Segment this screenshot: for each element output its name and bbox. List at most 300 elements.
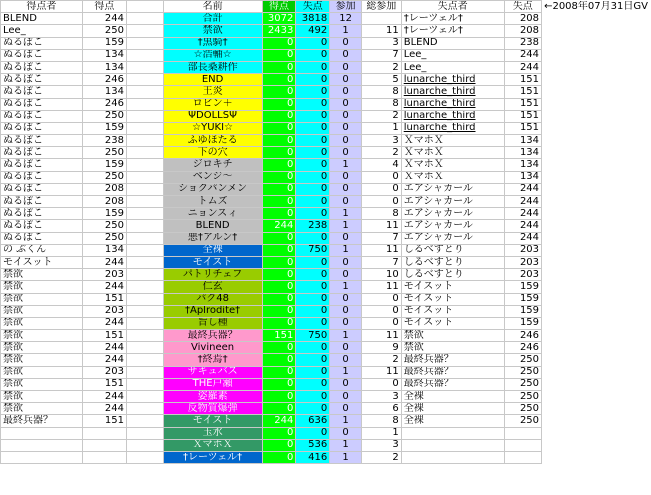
joined-cell[interactable]: 0 xyxy=(330,293,362,305)
scorer-points-cell[interactable]: 151 xyxy=(82,415,126,427)
scorer-cell[interactable]: ぬるぽこ xyxy=(1,49,83,61)
conceded-points-cell[interactable]: 244 xyxy=(504,49,541,61)
name-cell[interactable]: サキュバス xyxy=(163,366,262,378)
conceder-cell[interactable]: しるべすとり xyxy=(401,244,504,256)
name-cell[interactable]: 最終兵器？ xyxy=(163,330,262,342)
conceded-cell[interactable]: 0 xyxy=(296,147,330,159)
scorer-points-cell[interactable]: 244 xyxy=(82,391,126,403)
name-cell[interactable]: モイスト xyxy=(163,256,262,268)
scorer-points-cell[interactable]: 203 xyxy=(82,305,126,317)
conceder-cell[interactable] xyxy=(401,427,504,439)
conceded-cell[interactable]: 0 xyxy=(296,86,330,98)
name-cell[interactable]: ☆YUKI☆ xyxy=(163,122,262,134)
header-scored[interactable]: 得点 xyxy=(262,1,296,13)
total-joined-cell[interactable]: 0 xyxy=(361,305,401,317)
scorer-cell[interactable]: ぬるぽこ xyxy=(1,232,83,244)
joined-cell[interactable]: 0 xyxy=(330,403,362,415)
scorer-cell[interactable]: ぬるぽこ xyxy=(1,208,83,220)
conceder-cell[interactable]: 全裸 xyxy=(401,391,504,403)
scorer-points-cell[interactable]: 246 xyxy=(82,98,126,110)
scorer-points-cell[interactable]: 244 xyxy=(82,342,126,354)
header-joined[interactable]: 参加 xyxy=(330,1,362,13)
joined-cell[interactable]: 0 xyxy=(330,122,362,134)
total-joined-cell[interactable]: 11 xyxy=(361,25,401,37)
name-cell[interactable]: パトリチェフ xyxy=(163,269,262,281)
joined-cell[interactable]: 0 xyxy=(330,269,362,281)
name-cell[interactable]: 反物質爆弾 xyxy=(163,403,262,415)
scorer-cell[interactable]: 禁欲 xyxy=(1,342,83,354)
conceded-points-cell[interactable] xyxy=(504,451,541,463)
conceder-cell[interactable]: lunarche_third xyxy=(401,122,504,134)
scored-cell[interactable]: 0 xyxy=(262,98,296,110)
scored-cell[interactable]: 0 xyxy=(262,403,296,415)
conceder-cell[interactable]: 全裸 xyxy=(401,403,504,415)
scorer-points-cell[interactable]: 250 xyxy=(82,110,126,122)
conceded-cell[interactable]: 0 xyxy=(296,171,330,183)
conceded-points-cell[interactable]: 238 xyxy=(504,37,541,49)
name-cell[interactable]: 王炎 xyxy=(163,86,262,98)
joined-cell[interactable]: 1 xyxy=(330,208,362,220)
conceded-cell[interactable]: 0 xyxy=(296,269,330,281)
total-joined-cell[interactable]: 6 xyxy=(361,403,401,415)
name-cell[interactable]: 仁玄 xyxy=(163,281,262,293)
total-joined-cell[interactable]: 2 xyxy=(361,147,401,159)
scorer-points-cell[interactable]: 203 xyxy=(82,269,126,281)
scorer-points-cell[interactable]: 151 xyxy=(82,330,126,342)
scorer-cell[interactable] xyxy=(1,439,83,451)
conceded-points-cell[interactable]: 151 xyxy=(504,122,541,134)
name-cell[interactable]: †レーツェル† xyxy=(163,451,262,463)
conceded-points-cell[interactable]: 151 xyxy=(504,110,541,122)
name-cell[interactable]: ベンジ～ xyxy=(163,171,262,183)
scorer-cell[interactable]: 禁欲 xyxy=(1,391,83,403)
joined-cell[interactable]: 0 xyxy=(330,427,362,439)
name-cell[interactable]: BLEND xyxy=(163,220,262,232)
conceded-points-cell[interactable]: 159 xyxy=(504,317,541,329)
conceder-cell[interactable]: 禁欲 xyxy=(401,330,504,342)
conceded-points-cell[interactable] xyxy=(504,439,541,451)
conceder-cell[interactable]: しるべすとり xyxy=(401,269,504,281)
scorer-points-cell[interactable]: 151 xyxy=(82,293,126,305)
scorer-cell[interactable]: 禁欲 xyxy=(1,378,83,390)
conceded-cell[interactable]: 0 xyxy=(296,281,330,293)
scorer-cell[interactable]: ぬるぽこ xyxy=(1,61,83,73)
conceder-cell[interactable]: 最終兵器？ xyxy=(401,366,504,378)
total-joined-cell[interactable]: 7 xyxy=(361,256,401,268)
total-joined-cell[interactable]: 11 xyxy=(361,330,401,342)
joined-cell[interactable]: 0 xyxy=(330,354,362,366)
scorer-cell[interactable]: ぬるぽこ xyxy=(1,110,83,122)
conceded-points-cell[interactable]: 250 xyxy=(504,403,541,415)
name-cell[interactable]: ショクパンメン xyxy=(163,183,262,195)
scored-cell[interactable]: 0 xyxy=(262,49,296,61)
scorer-cell[interactable]: 禁欲 xyxy=(1,317,83,329)
joined-cell[interactable]: 0 xyxy=(330,74,362,86)
scored-cell[interactable]: 244 xyxy=(262,415,296,427)
conceded-cell[interactable]: 0 xyxy=(296,427,330,439)
conceded-cell[interactable]: 238 xyxy=(296,220,330,232)
conceded-points-cell[interactable]: 151 xyxy=(504,98,541,110)
scored-cell[interactable]: 0 xyxy=(262,256,296,268)
scored-cell[interactable]: 0 xyxy=(262,269,296,281)
scorer-cell[interactable]: ぬるぽこ xyxy=(1,122,83,134)
conceded-points-cell[interactable]: 244 xyxy=(504,183,541,195)
conceded-cell[interactable]: 0 xyxy=(296,37,330,49)
conceder-cell[interactable]: lunarche_third xyxy=(401,98,504,110)
joined-cell[interactable]: 0 xyxy=(330,317,362,329)
total-joined-cell[interactable]: 11 xyxy=(361,244,401,256)
joined-cell[interactable]: 0 xyxy=(330,171,362,183)
scored-cell[interactable]: 3072 xyxy=(262,13,296,25)
conceded-points-cell[interactable]: 244 xyxy=(504,196,541,208)
scorer-points-cell[interactable]: 244 xyxy=(82,354,126,366)
name-cell[interactable]: 下の穴 xyxy=(163,147,262,159)
scorer-points-cell[interactable]: 151 xyxy=(82,378,126,390)
scored-cell[interactable]: 2433 xyxy=(262,25,296,37)
scorer-points-cell[interactable]: 246 xyxy=(82,74,126,86)
header-conceded-points[interactable]: 失点 xyxy=(504,1,541,13)
total-joined-cell[interactable]: 3 xyxy=(361,135,401,147)
joined-cell[interactable]: 1 xyxy=(330,451,362,463)
conceded-cell[interactable]: 3818 xyxy=(296,13,330,25)
total-joined-cell[interactable]: 5 xyxy=(361,74,401,86)
total-joined-cell[interactable]: 0 xyxy=(361,171,401,183)
scored-cell[interactable]: 0 xyxy=(262,342,296,354)
total-joined-cell[interactable]: 2 xyxy=(361,451,401,463)
scored-cell[interactable]: 0 xyxy=(262,135,296,147)
conceded-cell[interactable]: 0 xyxy=(296,61,330,73)
scored-cell[interactable]: 0 xyxy=(262,61,296,73)
scored-cell[interactable]: 0 xyxy=(262,439,296,451)
scorer-points-cell[interactable]: 244 xyxy=(82,256,126,268)
name-cell[interactable]: 旨し種 xyxy=(163,317,262,329)
joined-cell[interactable]: 1 xyxy=(330,244,362,256)
joined-cell[interactable]: 0 xyxy=(330,147,362,159)
conceded-points-cell[interactable]: 250 xyxy=(504,415,541,427)
scorer-points-cell[interactable]: 238 xyxy=(82,135,126,147)
scored-cell[interactable]: 0 xyxy=(262,183,296,195)
scored-cell[interactable]: 0 xyxy=(262,427,296,439)
joined-cell[interactable]: 0 xyxy=(330,49,362,61)
conceded-cell[interactable]: 750 xyxy=(296,330,330,342)
total-joined-cell[interactable]: 3 xyxy=(361,391,401,403)
conceded-points-cell[interactable]: 134 xyxy=(504,135,541,147)
joined-cell[interactable]: 0 xyxy=(330,110,362,122)
conceder-cell[interactable]: 最終兵器？ xyxy=(401,354,504,366)
total-joined-cell[interactable]: 10 xyxy=(361,269,401,281)
conceded-cell[interactable]: 0 xyxy=(296,49,330,61)
name-cell[interactable]: 全裸 xyxy=(163,244,262,256)
scorer-cell[interactable]: 禁欲 xyxy=(1,269,83,281)
total-joined-cell[interactable]: 0 xyxy=(361,378,401,390)
scored-cell[interactable]: 0 xyxy=(262,147,296,159)
conceded-points-cell[interactable]: 250 xyxy=(504,354,541,366)
conceded-cell[interactable]: 0 xyxy=(296,232,330,244)
conceded-points-cell[interactable]: 134 xyxy=(504,171,541,183)
conceder-cell[interactable]: 最終兵器？ xyxy=(401,378,504,390)
conceder-cell[interactable]: Lee_ xyxy=(401,49,504,61)
name-cell[interactable]: 悪†アルン† xyxy=(163,232,262,244)
conceded-points-cell[interactable]: 203 xyxy=(504,269,541,281)
joined-cell[interactable]: 1 xyxy=(330,220,362,232)
joined-cell[interactable]: 1 xyxy=(330,439,362,451)
conceded-points-cell[interactable]: 159 xyxy=(504,293,541,305)
total-joined-cell[interactable]: 3 xyxy=(361,439,401,451)
conceder-cell[interactable]: lunarche_third xyxy=(401,86,504,98)
scorer-points-cell[interactable]: 244 xyxy=(82,403,126,415)
scored-cell[interactable]: 0 xyxy=(262,244,296,256)
scored-cell[interactable]: 0 xyxy=(262,293,296,305)
conceded-points-cell[interactable]: 134 xyxy=(504,159,541,171)
conceded-cell[interactable]: 0 xyxy=(296,354,330,366)
conceder-cell[interactable]: lunarche_third xyxy=(401,110,504,122)
conceded-cell[interactable]: 0 xyxy=(296,317,330,329)
conceded-points-cell[interactable]: 244 xyxy=(504,208,541,220)
scorer-cell[interactable]: 禁欲 xyxy=(1,366,83,378)
scorer-points-cell[interactable]: 244 xyxy=(82,281,126,293)
total-joined-cell[interactable]: 11 xyxy=(361,220,401,232)
scorer-points-cell[interactable] xyxy=(82,439,126,451)
scored-cell[interactable]: 0 xyxy=(262,196,296,208)
scorer-cell[interactable]: ぬるぽこ xyxy=(1,159,83,171)
conceded-cell[interactable]: 0 xyxy=(296,391,330,403)
joined-cell[interactable]: 0 xyxy=(330,342,362,354)
total-joined-cell[interactable]: 8 xyxy=(361,86,401,98)
name-cell[interactable]: †黒騎† xyxy=(163,37,262,49)
scored-cell[interactable]: 0 xyxy=(262,451,296,463)
scorer-points-cell[interactable]: 244 xyxy=(82,317,126,329)
joined-cell[interactable]: 0 xyxy=(330,196,362,208)
conceded-cell[interactable]: 0 xyxy=(296,208,330,220)
total-joined-cell[interactable]: 4 xyxy=(361,159,401,171)
conceded-points-cell[interactable]: 250 xyxy=(504,366,541,378)
conceded-cell[interactable]: 0 xyxy=(296,342,330,354)
scored-cell[interactable]: 0 xyxy=(262,122,296,134)
conceded-cell[interactable]: 536 xyxy=(296,439,330,451)
conceder-cell[interactable]: Lee_ xyxy=(401,61,504,73)
scored-cell[interactable]: 244 xyxy=(262,220,296,232)
conceded-points-cell[interactable]: 246 xyxy=(504,330,541,342)
scorer-points-cell[interactable] xyxy=(82,451,126,463)
scored-cell[interactable]: 0 xyxy=(262,366,296,378)
scored-cell[interactable]: 0 xyxy=(262,378,296,390)
scorer-cell[interactable]: 禁欲 xyxy=(1,281,83,293)
conceder-cell[interactable]: モイスット xyxy=(401,293,504,305)
conceder-cell[interactable]: エアシャカール xyxy=(401,220,504,232)
name-cell[interactable]: パク48 xyxy=(163,293,262,305)
conceder-cell[interactable] xyxy=(401,439,504,451)
header-conceded[interactable]: 失点 xyxy=(296,1,330,13)
scorer-points-cell[interactable]: 250 xyxy=(82,147,126,159)
joined-cell[interactable]: 0 xyxy=(330,98,362,110)
scorer-cell[interactable]: ぬるぽこ xyxy=(1,74,83,86)
conceded-points-cell[interactable]: 159 xyxy=(504,281,541,293)
scorer-cell[interactable]: 禁欲 xyxy=(1,305,83,317)
scorer-cell[interactable]: ぬるぽこ xyxy=(1,37,83,49)
name-cell[interactable]: THE戸瀬 xyxy=(163,378,262,390)
scorer-points-cell[interactable]: 159 xyxy=(82,208,126,220)
conceder-cell[interactable]: ＸマホＸ xyxy=(401,171,504,183)
name-cell[interactable]: ΨDOLLSΨ xyxy=(163,110,262,122)
name-cell[interactable]: Vivineen xyxy=(163,342,262,354)
name-cell[interactable]: ロビン＋ xyxy=(163,98,262,110)
joined-cell[interactable]: 0 xyxy=(330,378,362,390)
name-cell[interactable]: 姿羅素 xyxy=(163,391,262,403)
joined-cell[interactable]: 1 xyxy=(330,159,362,171)
conceder-cell[interactable]: エアシャカール xyxy=(401,183,504,195)
name-cell[interactable]: ☆浩輔☆ xyxy=(163,49,262,61)
scorer-cell[interactable]: ぬるぽこ xyxy=(1,196,83,208)
name-cell[interactable]: END xyxy=(163,74,262,86)
conceded-cell[interactable]: 0 xyxy=(296,74,330,86)
joined-cell[interactable]: 1 xyxy=(330,415,362,427)
header-points[interactable]: 得点 xyxy=(82,1,126,13)
total-joined-cell[interactable]: 11 xyxy=(361,366,401,378)
joined-cell[interactable]: 1 xyxy=(330,281,362,293)
total-joined-cell[interactable]: 2 xyxy=(361,354,401,366)
conceded-points-cell[interactable]: 246 xyxy=(504,342,541,354)
conceder-cell[interactable]: ＸマホＸ xyxy=(401,159,504,171)
joined-cell[interactable]: 0 xyxy=(330,256,362,268)
conceded-points-cell[interactable]: 151 xyxy=(504,86,541,98)
joined-cell[interactable]: 0 xyxy=(330,61,362,73)
conceded-cell[interactable]: 0 xyxy=(296,366,330,378)
conceded-cell[interactable]: 492 xyxy=(296,25,330,37)
conceded-points-cell[interactable]: 208 xyxy=(504,25,541,37)
scorer-cell[interactable]: ぬるぽこ xyxy=(1,135,83,147)
conceder-cell[interactable]: エアシャカール xyxy=(401,232,504,244)
total-joined-cell[interactable]: 8 xyxy=(361,98,401,110)
name-cell[interactable]: 禁欲 xyxy=(163,25,262,37)
joined-cell[interactable]: 0 xyxy=(330,86,362,98)
conceder-cell[interactable]: 禁欲 xyxy=(401,342,504,354)
conceded-cell[interactable]: 750 xyxy=(296,244,330,256)
scorer-points-cell[interactable]: 134 xyxy=(82,49,126,61)
scored-cell[interactable]: 0 xyxy=(262,305,296,317)
name-cell[interactable]: 玉水 xyxy=(163,427,262,439)
scored-cell[interactable]: 151 xyxy=(262,330,296,342)
conceded-points-cell[interactable]: 244 xyxy=(504,220,541,232)
scorer-cell[interactable]: 最終兵器？ xyxy=(1,415,83,427)
joined-cell[interactable]: 0 xyxy=(330,305,362,317)
scorer-cell[interactable]: 禁欲 xyxy=(1,403,83,415)
conceder-cell[interactable]: モイスット xyxy=(401,317,504,329)
scored-cell[interactable]: 0 xyxy=(262,391,296,403)
conceded-points-cell[interactable]: 203 xyxy=(504,244,541,256)
conceded-cell[interactable]: 416 xyxy=(296,451,330,463)
scorer-points-cell[interactable]: 250 xyxy=(82,171,126,183)
name-cell[interactable]: †終焉† xyxy=(163,354,262,366)
conceder-cell[interactable]: †レーツェル† xyxy=(401,13,504,25)
scored-cell[interactable]: 0 xyxy=(262,159,296,171)
scored-cell[interactable]: 0 xyxy=(262,86,296,98)
conceded-cell[interactable]: 0 xyxy=(296,196,330,208)
scorer-cell[interactable]: 禁欲 xyxy=(1,293,83,305)
joined-cell[interactable]: 0 xyxy=(330,37,362,49)
conceded-points-cell[interactable]: 151 xyxy=(504,74,541,86)
scored-cell[interactable]: 0 xyxy=(262,281,296,293)
conceder-cell[interactable]: 全裸 xyxy=(401,415,504,427)
conceded-points-cell[interactable]: 134 xyxy=(504,147,541,159)
header-scorer[interactable]: 得点者 xyxy=(1,1,83,13)
total-joined-cell[interactable]: 1 xyxy=(361,427,401,439)
scorer-points-cell[interactable]: 203 xyxy=(82,366,126,378)
scorer-points-cell[interactable]: 208 xyxy=(82,196,126,208)
scorer-points-cell[interactable]: 134 xyxy=(82,61,126,73)
scorer-points-cell[interactable]: 134 xyxy=(82,244,126,256)
conceder-cell[interactable]: モイスット xyxy=(401,281,504,293)
scored-cell[interactable]: 0 xyxy=(262,110,296,122)
conceded-points-cell[interactable]: 159 xyxy=(504,305,541,317)
joined-cell[interactable]: 12 xyxy=(330,13,362,25)
conceder-cell[interactable]: BLEND xyxy=(401,37,504,49)
scorer-points-cell[interactable] xyxy=(82,427,126,439)
scorer-points-cell[interactable]: 134 xyxy=(82,86,126,98)
header-conceder[interactable]: 失点者 xyxy=(401,1,504,13)
name-cell[interactable]: †Aplrodite† xyxy=(163,305,262,317)
joined-cell[interactable]: 0 xyxy=(330,391,362,403)
conceded-points-cell[interactable]: 250 xyxy=(504,378,541,390)
scorer-cell[interactable]: 禁欲 xyxy=(1,330,83,342)
scorer-points-cell[interactable]: 250 xyxy=(82,220,126,232)
total-joined-cell[interactable]: 8 xyxy=(361,208,401,220)
conceder-cell[interactable]: lunarche_third xyxy=(401,74,504,86)
conceder-cell[interactable]: モイスット xyxy=(401,305,504,317)
conceder-cell[interactable]: ＸマホＸ xyxy=(401,135,504,147)
conceder-cell[interactable] xyxy=(401,451,504,463)
scorer-cell[interactable] xyxy=(1,427,83,439)
joined-cell[interactable]: 1 xyxy=(330,330,362,342)
joined-cell[interactable]: 0 xyxy=(330,232,362,244)
scorer-cell[interactable]: ぬるぽこ xyxy=(1,220,83,232)
conceded-points-cell[interactable]: 244 xyxy=(504,61,541,73)
conceded-points-cell[interactable]: 208 xyxy=(504,13,541,25)
scored-cell[interactable]: 0 xyxy=(262,74,296,86)
scorer-cell[interactable]: ぬるぽこ xyxy=(1,98,83,110)
scored-cell[interactable]: 0 xyxy=(262,232,296,244)
scorer-points-cell[interactable]: 250 xyxy=(82,25,126,37)
total-joined-cell[interactable]: 0 xyxy=(361,196,401,208)
conceded-points-cell[interactable] xyxy=(504,427,541,439)
conceder-cell[interactable]: しるべすとり xyxy=(401,256,504,268)
joined-cell[interactable]: 1 xyxy=(330,366,362,378)
name-cell[interactable]: 合計 xyxy=(163,13,262,25)
scored-cell[interactable]: 0 xyxy=(262,208,296,220)
conceded-cell[interactable]: 0 xyxy=(296,122,330,134)
scored-cell[interactable]: 0 xyxy=(262,171,296,183)
conceded-cell[interactable]: 0 xyxy=(296,183,330,195)
total-joined-cell[interactable]: 8 xyxy=(361,415,401,427)
scorer-cell[interactable] xyxy=(1,451,83,463)
scorer-points-cell[interactable]: 159 xyxy=(82,122,126,134)
scorer-cell[interactable]: ぬるぽこ xyxy=(1,183,83,195)
name-cell[interactable]: ＸマホＸ xyxy=(163,439,262,451)
name-cell[interactable]: ふゆほたる xyxy=(163,135,262,147)
scored-cell[interactable]: 0 xyxy=(262,37,296,49)
scorer-cell[interactable]: ぬるぽこ xyxy=(1,86,83,98)
joined-cell[interactable]: 0 xyxy=(330,135,362,147)
header-total-joined[interactable]: 総参加 xyxy=(361,1,401,13)
conceded-cell[interactable]: 0 xyxy=(296,293,330,305)
name-cell[interactable]: ニョンスィ xyxy=(163,208,262,220)
scorer-cell[interactable]: Lee_ xyxy=(1,25,83,37)
conceder-cell[interactable]: エアシャカール xyxy=(401,208,504,220)
total-joined-cell[interactable]: 0 xyxy=(361,317,401,329)
scorer-points-cell[interactable]: 244 xyxy=(82,13,126,25)
joined-cell[interactable]: 0 xyxy=(330,183,362,195)
conceded-points-cell[interactable]: 250 xyxy=(504,391,541,403)
scorer-cell[interactable]: ぬるぽこ xyxy=(1,171,83,183)
